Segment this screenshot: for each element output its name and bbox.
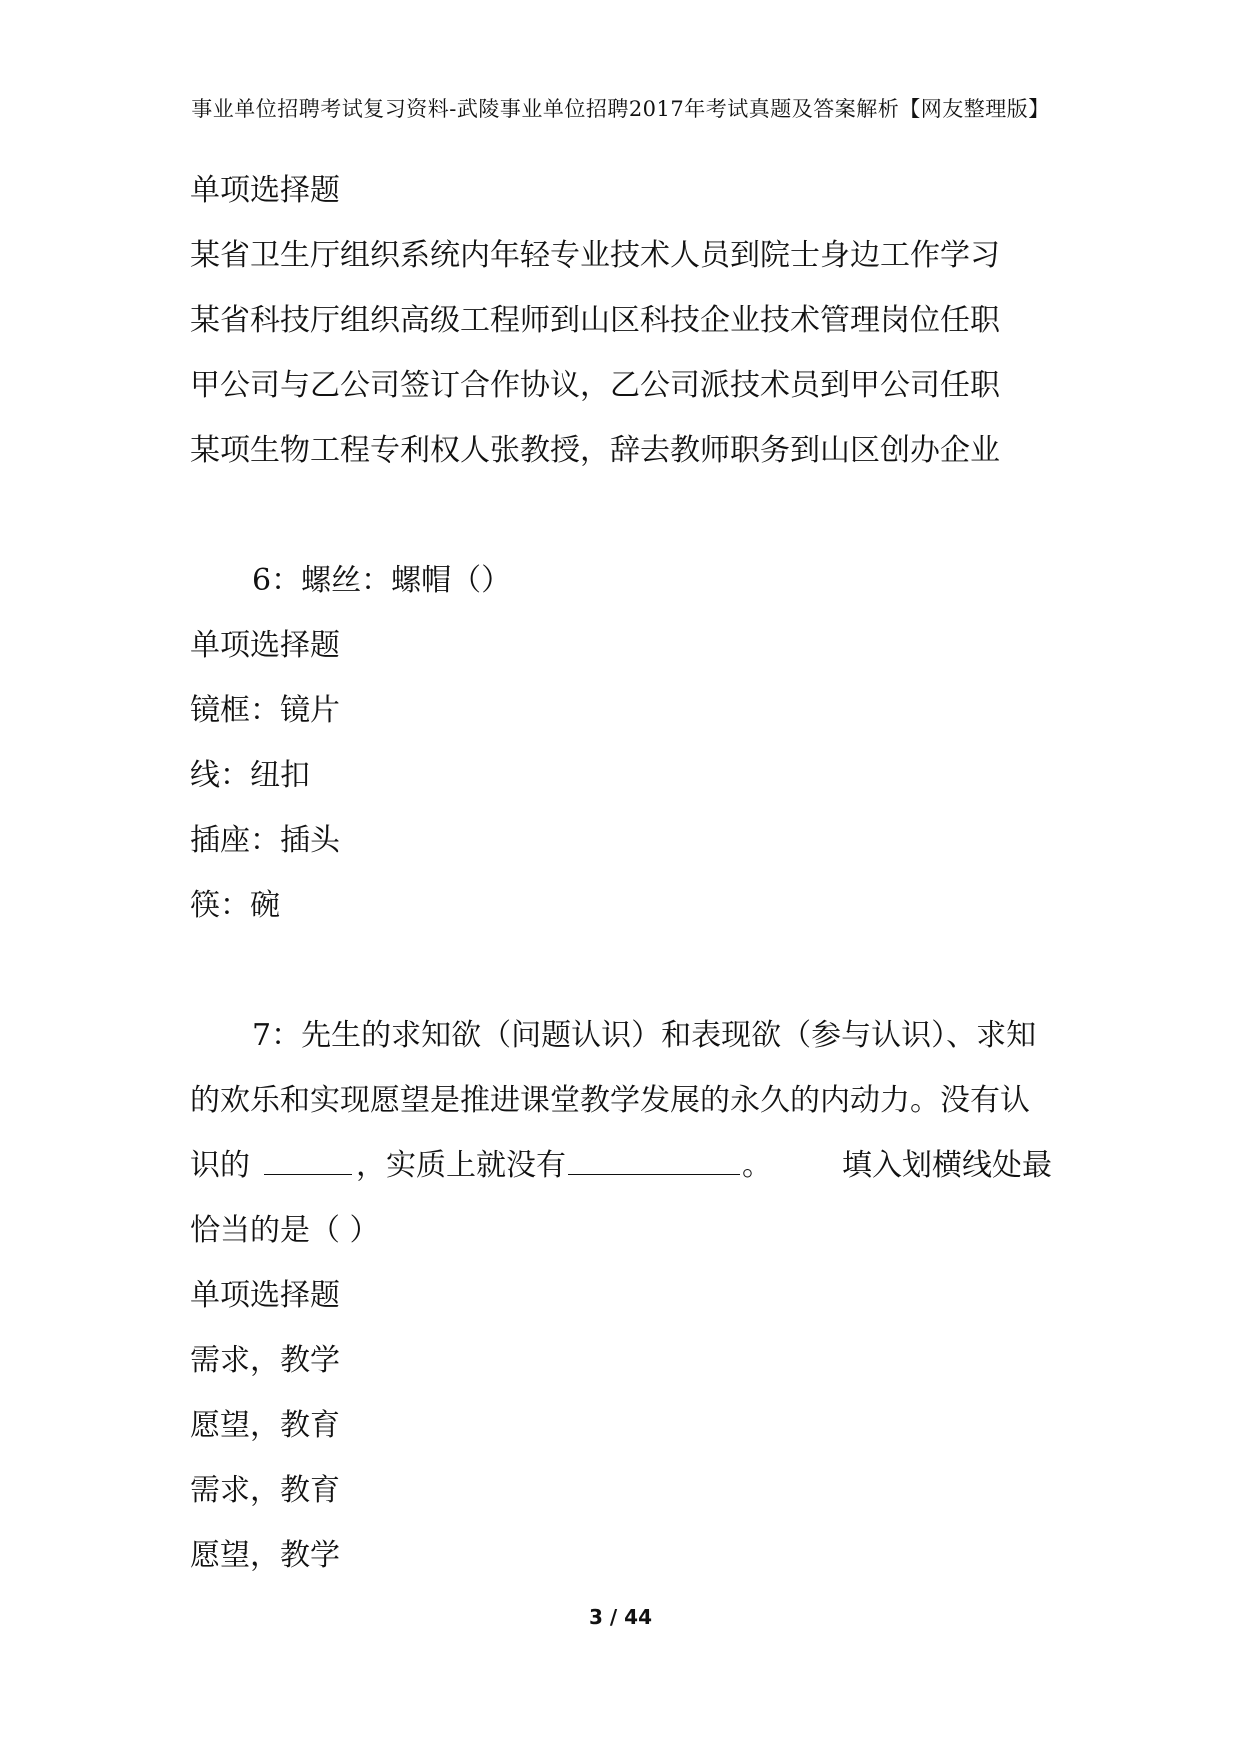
document-header: 事业单位招聘考试复习资料-武陵事业单位招聘2017年考试真题及答案解析【网友整理版】 [191, 97, 1050, 121]
question-7-stem-line-4: 恰当的是（ ） [190, 1213, 380, 1248]
option-d: 愿望，教学 [190, 1538, 340, 1573]
question-type-label: 单项选择题 [190, 628, 340, 663]
fill-blank-2 [568, 1152, 740, 1175]
stem-text: 识的 [190, 1148, 250, 1183]
stem-text: 。 [742, 1148, 772, 1183]
question-type-label: 单项选择题 [190, 1278, 340, 1313]
question-type-label: 单项选择题 [190, 173, 340, 208]
question-7-stem-line-3 [190, 1133, 1060, 1198]
option-d: 筷：碗 [190, 888, 280, 923]
spacer [190, 938, 1060, 1003]
option-a: 需求，教学 [190, 1343, 340, 1378]
spacer [190, 483, 1060, 548]
fill-blank-1 [264, 1152, 352, 1175]
option-c: 甲公司与乙公司签订合作协议，乙公司派技术员到甲公司任职 [190, 368, 1000, 403]
question-6-stem: 6：螺丝：螺帽（） [252, 563, 512, 598]
option-a: 镜框：镜片 [190, 693, 340, 728]
option-b: 线：纽扣 [190, 758, 310, 793]
stem-text: ，实质上就没有 [356, 1148, 566, 1183]
document-body [190, 158, 1060, 1588]
page-number: 3 / 44 [589, 1605, 652, 1629]
option-a: 某省卫生厅组织系统内年轻专业技术人员到院士身边工作学习 [190, 238, 1000, 273]
option-d: 某项生物工程专利权人张教授，辞去教师职务到山区创办企业 [190, 433, 1000, 468]
option-b: 愿望，教育 [190, 1408, 340, 1443]
stem-text: 填入划横线处最 [842, 1148, 1052, 1183]
option-c: 需求，教育 [190, 1473, 340, 1508]
option-b: 某省科技厅组织高级工程师到山区科技企业技术管理岗位任职 [190, 303, 1000, 338]
question-7-stem-line-2: 的欢乐和实现愿望是推进课堂教学发展的永久的内动力。没有认 [190, 1083, 1030, 1118]
question-7-stem-line-1: 7：先生的求知欲（问题认识）和表现欲（参与认识）、求知 [252, 1018, 1037, 1053]
option-c: 插座：插头 [190, 823, 340, 858]
